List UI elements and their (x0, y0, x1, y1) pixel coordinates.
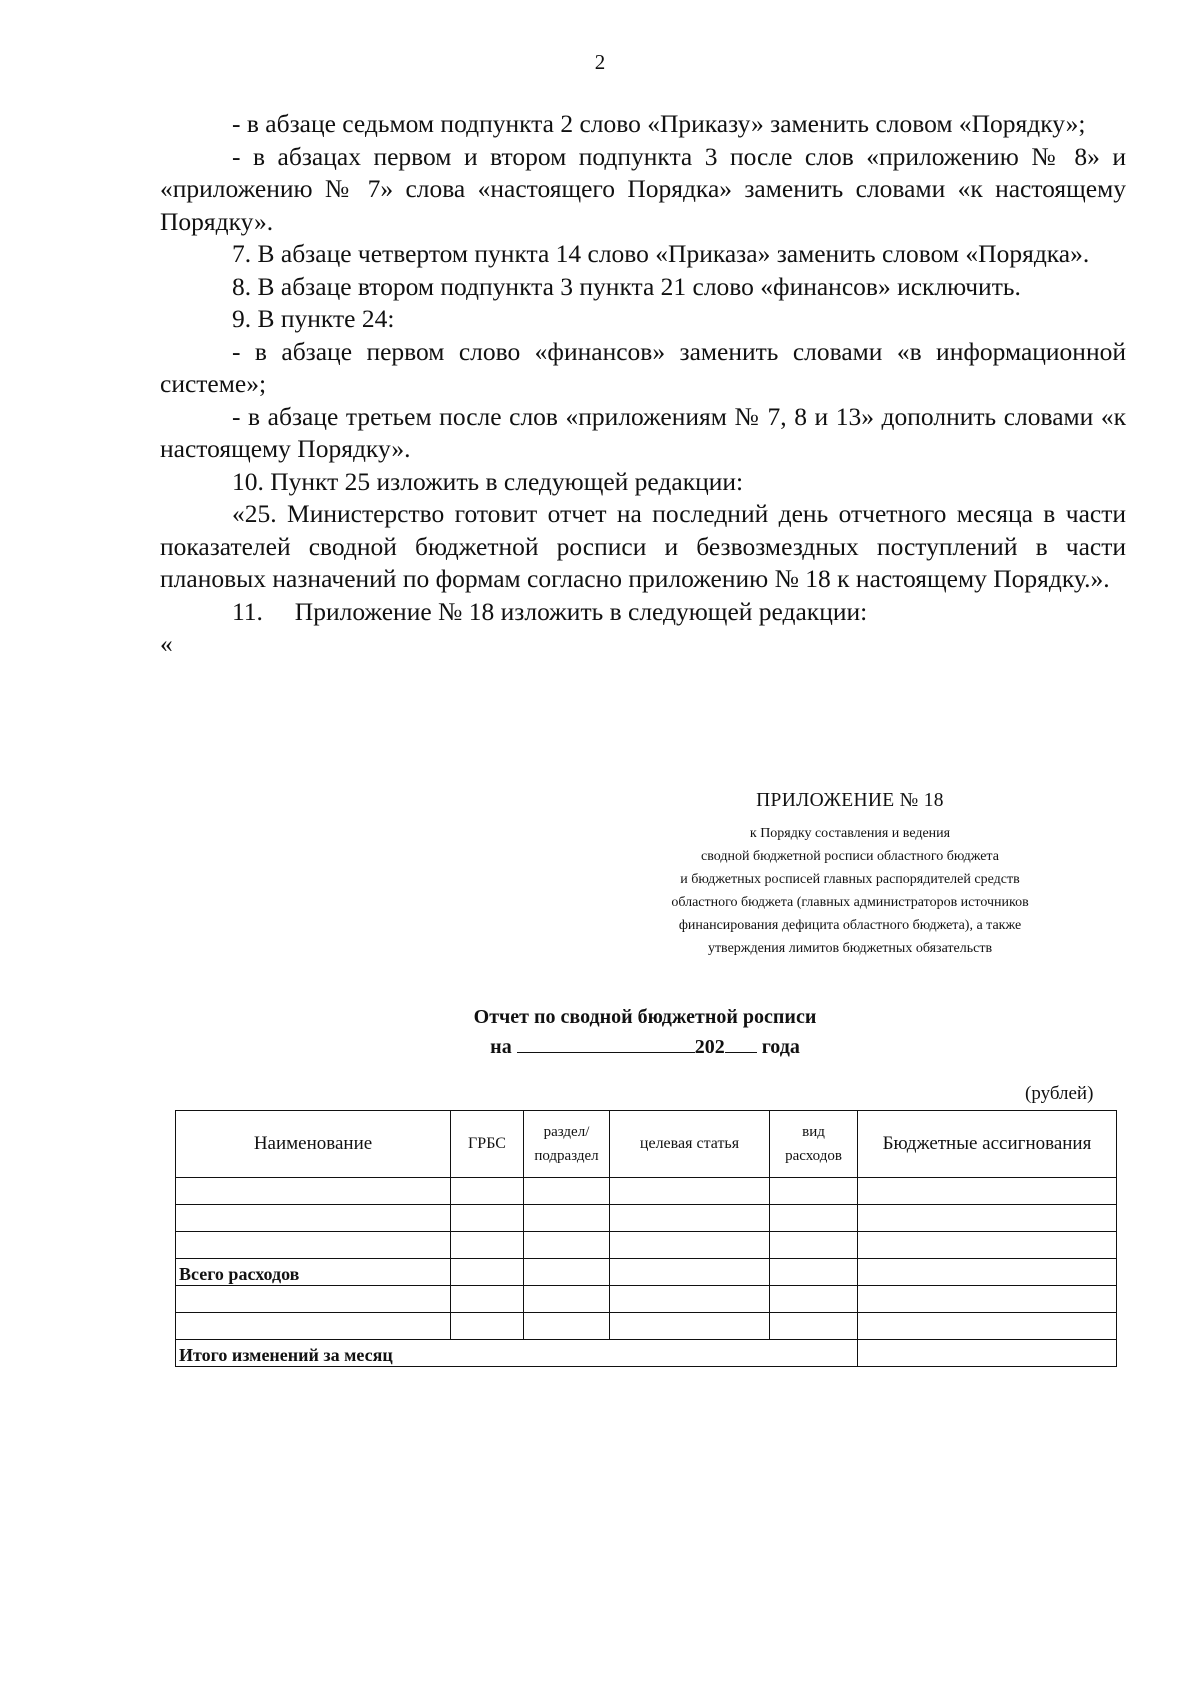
report-date-prefix: на (490, 1036, 512, 1058)
appendix-line: и бюджетных росписей главных распорядителей средств (680, 872, 1020, 887)
col-header-grbs: ГРБС (451, 1111, 524, 1178)
table-row (176, 1313, 1117, 1340)
report-heading (0, 1002, 1200, 1062)
total-changes-label: Итого изменений за месяц (176, 1340, 858, 1367)
table-row (176, 1178, 1117, 1205)
col-header-name: Наименование (176, 1111, 451, 1178)
table-header-row (176, 1111, 1117, 1178)
units-label: (рублей) (1025, 1083, 1094, 1104)
appendix-line: областного бюджета (главных администраторов источников (671, 895, 1029, 910)
paragraph: 10. Пункт 25 изложить в следующей редакции: (232, 466, 744, 496)
appendix-line: к Порядку составления и ведения (749, 826, 951, 841)
paragraph: 7. В абзаце четвертом пункта 14 слово «Приказа» заменить словом «Порядка». (232, 239, 1090, 268)
paragraph: 11. Приложение № 18 изложить в следующей редакции: (232, 596, 868, 626)
col-header-section: раздел/ подраздел (524, 1111, 610, 1178)
appendix-header (620, 790, 1080, 960)
paragraph: - в абзаце седьмом подпункта 2 слово «Приказу» заменить словом «Порядку»; (232, 109, 1086, 138)
year-blank (725, 1032, 757, 1053)
report-date-line (0, 1032, 1200, 1062)
col-header-target: целевая статья (610, 1111, 770, 1178)
paragraph: - в абзаце третьем после слов «приложениям № 7, 8 и 13» дополнить словами «к настоящему Порядку». (160, 401, 1126, 463)
appendix-title: ПРИЛОЖЕНИЕ № 18 (756, 790, 944, 811)
document-body (160, 108, 1126, 661)
paragraph: 9. В пункте 24: (232, 304, 395, 333)
appendix-line: утверждения лимитов бюджетных обязательств (707, 941, 993, 956)
paragraph: - в абзацах первом и втором подпункта 3 после слов «приложению № 8» и «приложению № 7» слова «настоящего Порядка» заменить словами «к настоящему Порядку». (160, 141, 1126, 236)
paragraph: 8. В абзаце втором подпункта 3 пункта 21 слово «финансов» исключить. (232, 271, 1021, 301)
col-header-allocations: Бюджетные ассигнования (858, 1111, 1117, 1178)
paragraph: - в абзаце первом слово «финансов» заменить словами «в информационной системе»; (160, 336, 1126, 398)
report-date-year: 202 (694, 1036, 725, 1058)
paragraph: «25. Министерство готовит отчет на последний день отчетного месяца в части показателей сводной бюджетной росписи и безвозмездных поступлений в части плановых назначений по формам согласно приложению № 18 к настоящему Порядку.». (160, 499, 1126, 593)
table-row (176, 1286, 1117, 1313)
table-row-total-expenses (176, 1259, 1117, 1286)
appendix-line: финансирования дефицита областного бюджета), а также (678, 918, 1022, 933)
col-header-expense-type: вид расходов (770, 1111, 858, 1178)
total-expenses-label: Всего расходов (176, 1259, 451, 1286)
report-table (175, 1110, 1117, 1367)
date-blank (517, 1032, 695, 1053)
report-title: Отчет по сводной бюджетной росписи (473, 1006, 817, 1028)
table-row (176, 1205, 1117, 1232)
report-date-suffix: года (761, 1036, 800, 1058)
table-row-total-changes (176, 1340, 1117, 1367)
page-number: 2 (594, 50, 606, 74)
appendix-line: сводной бюджетной росписи областного бюджета (701, 849, 999, 864)
table-row (176, 1232, 1117, 1259)
opening-quote: « (160, 629, 173, 658)
